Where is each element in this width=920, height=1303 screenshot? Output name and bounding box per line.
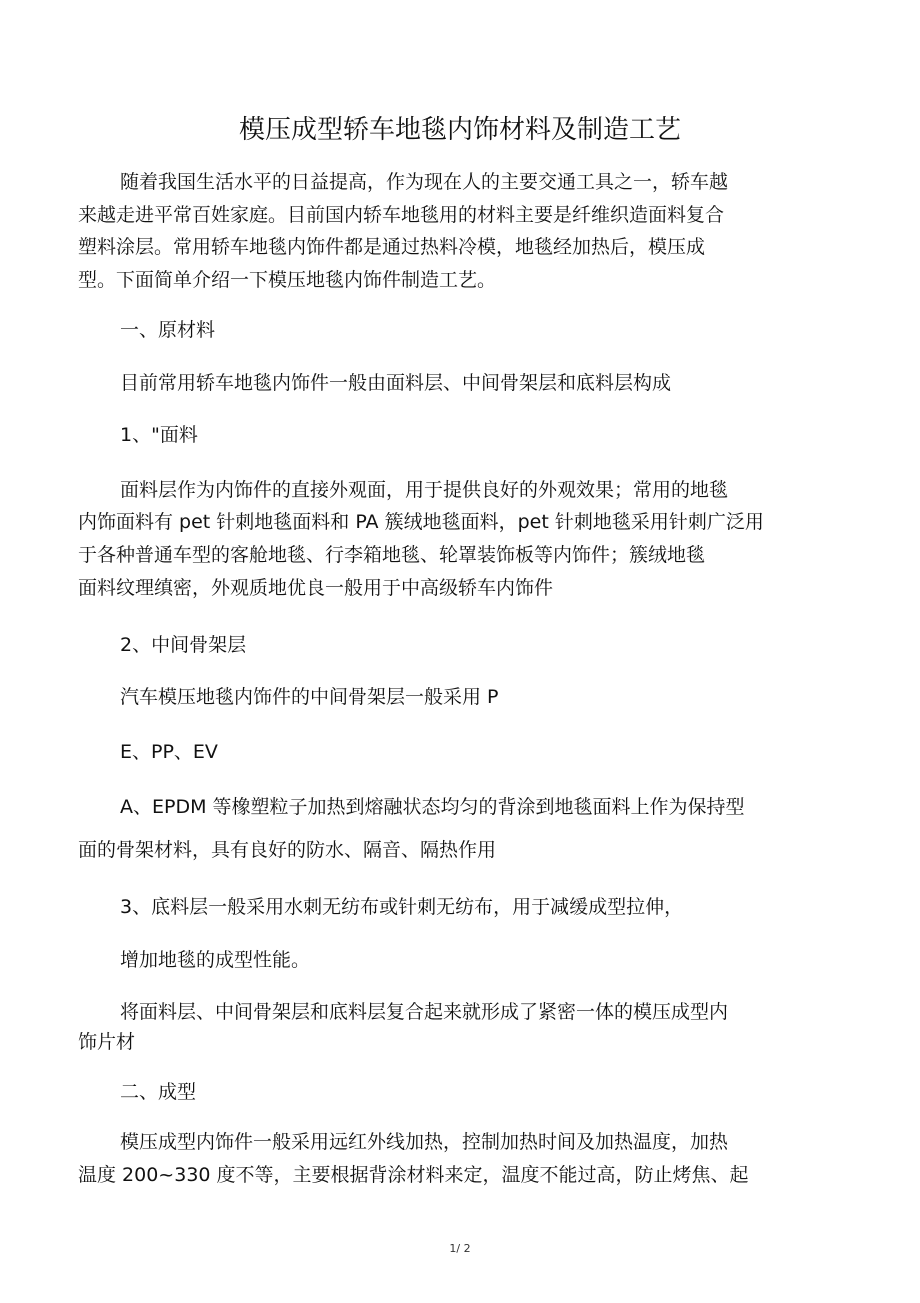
text-line: 面料层作为内饰件的直接外观面，用于提供良好的外观效果；常用的地毯 bbox=[120, 479, 729, 501]
text-line: 汽车模压地毯内饰件的中间骨架层一般采用 P bbox=[120, 686, 499, 708]
page-number: 1/ 2 bbox=[449, 1242, 471, 1255]
text-line: 来越走进平常百姓家庭。目前国内轿车地毯用的材料主要是纤维织造面料复合 bbox=[78, 204, 725, 226]
text-line: 目前常用轿车地毯内饰件一般由面料层、中间骨架层和底料层构成 bbox=[120, 372, 672, 394]
text-line: 型。下面简单介绍一下模压地毯内饰件制造工艺。 bbox=[78, 269, 497, 291]
text-line: 内饰面料有 pet 针刺地毯面料和 PA 簇绒地毯面料，pet 针刺地毯采用针刺广泛用 bbox=[78, 511, 764, 533]
text-line: 二、成型 bbox=[120, 1081, 197, 1103]
text-line: 将面料层、中间骨架层和底料层复合起来就形成了紧密一体的模压成型内 bbox=[120, 1001, 729, 1023]
text-line: 2、中间骨架层 bbox=[120, 634, 247, 656]
text-line: 一、原材料 bbox=[120, 319, 216, 341]
text-line: E、PP、EV bbox=[120, 741, 218, 763]
text-line: 增加地毯的成型性能。 bbox=[120, 949, 311, 971]
text-line: A、EPDM 等橡塑粒子加热到熔融状态均匀的背涂到地毯面料上作为保持型 bbox=[120, 796, 745, 818]
document-title: 模压成型轿车地毯内饰材料及制造工艺 bbox=[238, 115, 681, 145]
text-line: 3、底料层一般采用水刺无纺布或针刺无纺布，用于减缓成型拉伸， bbox=[120, 896, 684, 918]
text-line: 面的骨架材料，具有良好的防水、隔音、隔热作用 bbox=[78, 839, 497, 861]
text-line: 1、"面料 bbox=[120, 424, 198, 446]
text-line: 面料纹理缜密，外观质地优良一般用于中高级轿车内饰件 bbox=[78, 577, 554, 599]
text-line: 温度 200~330 度不等，主要根据背涂材料来定，温度不能过高，防止烤焦、起 bbox=[78, 1164, 749, 1186]
text-line: 饰片材 bbox=[78, 1031, 136, 1053]
text-line: 模压成型内饰件一般采用远红外线加热，控制加热时间及加热温度，加热 bbox=[120, 1131, 729, 1153]
text-line: 塑料涂层。常用轿车地毯内饰件都是通过热料冷模，地毯经加热后，模压成 bbox=[78, 236, 706, 258]
text-line: 于各种普通车型的客舱地毯、行李箱地毯、轮罩装饰板等内饰件；簇绒地毯 bbox=[78, 544, 706, 566]
text-line: 随着我国生活水平的日益提高，作为现在人的主要交通工具之一，轿车越 bbox=[120, 171, 729, 193]
